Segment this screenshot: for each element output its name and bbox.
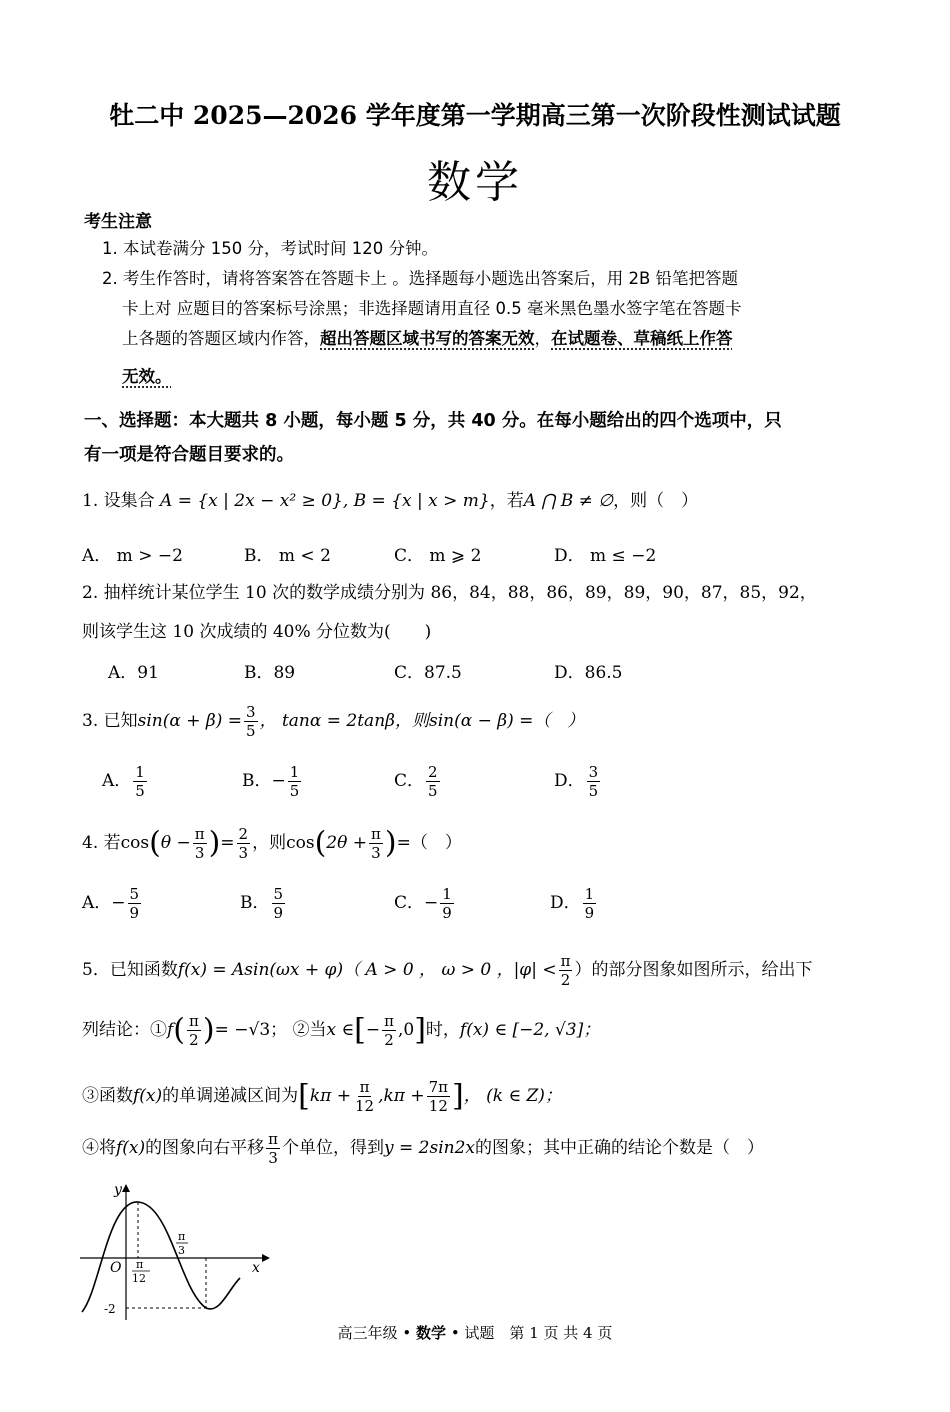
q4-theta-minus: θ − — [160, 833, 191, 853]
q4-a-num: 5 — [129, 885, 140, 903]
subject-title: 数学 — [427, 157, 523, 208]
q5-lparen: ( — [173, 1012, 186, 1048]
q5-neg-half-num: π — [384, 1012, 394, 1030]
q4-c-sign: − — [424, 893, 439, 913]
q3-a-label: A． — [102, 771, 132, 791]
q1-option-d: D． m ≤ −2 — [554, 546, 657, 566]
q1-stem: 1. 设集合 — [82, 491, 155, 511]
question-5-line1 — [82, 952, 812, 989]
q5-l4-f: 的图象；其中正确的结论个数是（ ） — [475, 1138, 765, 1158]
q4-two-theta: 2θ + — [326, 833, 367, 853]
q5-pi2-den: 2 — [189, 1031, 199, 1049]
q5-l3-lbracket: [ — [298, 1078, 310, 1114]
q4-frac-pi3-b — [369, 825, 383, 862]
q5-l3-d2: 12 — [428, 1097, 448, 1115]
q5-l3-frac1 — [353, 1078, 376, 1115]
q4-pi-b: π — [371, 825, 381, 843]
q5-rparen: ) — [202, 1012, 215, 1048]
q3-b-label: B． — [242, 771, 272, 791]
section-heading-line1: 一、选择题：本大题共 8 小题，每小题 5 分，共 40 分。在每小题给出的四个选项中，只 — [84, 411, 782, 431]
q3-fraction — [244, 703, 258, 740]
notice-bold-3: 无效。 — [122, 367, 172, 386]
q4-three-c: 3 — [371, 844, 381, 862]
q4-d-num: 1 — [584, 885, 595, 903]
q5-half-pi-den: 2 — [560, 971, 571, 989]
q4-option-b — [240, 885, 287, 922]
q5-rbracket: ] — [414, 1012, 426, 1048]
notice-heading: 考生注意 — [84, 212, 152, 232]
q5-l3-b: f(x) — [133, 1086, 163, 1106]
q3-option-a — [102, 763, 149, 800]
q3-c-frac — [426, 763, 440, 800]
graph-origin: O — [110, 1260, 122, 1276]
q4-a-label: A． — [82, 893, 112, 913]
q4-two: 2 — [238, 825, 249, 843]
q4-lparen-1: ( — [149, 825, 161, 861]
footer-subject: 数学 — [416, 1324, 447, 1342]
q1-cond: A ⋂ B ≠ ∅ — [523, 491, 614, 511]
q4-eq: = — [220, 833, 235, 853]
q5-l4-den: 3 — [268, 1149, 278, 1167]
question-2-line1: 2. 抽样统计某位学生 10 次的数学成绩分别为 86，84，88，86，89，89，90，87，85，92， — [82, 583, 817, 603]
q4-b-frac — [272, 885, 286, 922]
q2-option-c: C．87.5 — [394, 663, 462, 683]
q3-c-den: 5 — [428, 782, 438, 800]
q4-frac-23 — [237, 825, 251, 862]
q4-option-d — [550, 885, 598, 922]
q4-a-den: 9 — [129, 904, 140, 922]
question-2-line2: 则该学生这 10 次成绩的 40% 分位数为( ) — [82, 622, 432, 642]
y-axis-arrow — [122, 1184, 130, 1192]
q4-a-frac — [128, 885, 142, 922]
q5-l4-b: f(x) — [116, 1138, 146, 1158]
q4-c-frac — [440, 885, 454, 922]
q5-half-pi — [559, 952, 573, 989]
graph-tick-pi12-num: π — [136, 1258, 144, 1271]
q3-option-c — [394, 763, 442, 800]
notice-sep: ， — [534, 329, 551, 348]
q5-l3-d1: 12 — [355, 1097, 375, 1115]
q5-l4-d: 个单位，得到 — [282, 1138, 385, 1158]
q4-d-den: 9 — [584, 904, 595, 922]
x-axis-arrow — [262, 1254, 270, 1262]
footer-c: • 试题 第 1 页 共 4 页 — [446, 1324, 613, 1342]
question-5-line2: 列结论：①f( $\frac{\pi}{2}$ )= −√3； ②当x ∈[− $\frac{\pi}{2}$ ,0]时，f(x) ∈ [−2, √3]； — [82, 1012, 601, 1049]
q5-neg-half — [382, 1012, 396, 1049]
q5-stem: 5．已知函数 — [82, 960, 178, 980]
q5-func: f(x) = Asin(ωx + φ) — [177, 960, 344, 980]
q4-cos1: cos — [120, 833, 150, 853]
q3-expr2: ， tanα = 2tanβ，则 — [259, 711, 429, 731]
q3-a-den: 5 — [135, 782, 145, 800]
q4-rparen-1: ) — [208, 825, 221, 861]
question-1 — [82, 486, 698, 511]
q3-a-num: 1 — [135, 763, 145, 781]
q4-c-den: 9 — [442, 904, 452, 922]
q3-b-sign: − — [271, 771, 286, 791]
q5-l3-n1: π — [359, 1078, 370, 1096]
q3-b-frac — [288, 763, 302, 800]
q1-sets: A = {x | 2x − x² ≥ 0}, B = {x | x > m} — [160, 491, 490, 511]
q5-lbracket: [ — [354, 1012, 366, 1048]
question-5-line3 — [82, 1078, 562, 1115]
q5-l2-c: x ∈ — [326, 1020, 355, 1040]
q4-option-a — [82, 885, 143, 922]
q5-cond: （ A > 0 ， ω > 0 ，|φ| < — [343, 960, 557, 980]
q4-tail: =（ ） — [396, 833, 462, 853]
q3-d-den: 5 — [588, 782, 599, 800]
q4-b-den: 9 — [273, 904, 284, 922]
q5-f: f — [167, 1020, 174, 1040]
q4-b-num: 5 — [273, 885, 284, 903]
q3-d-label: D． — [554, 771, 585, 791]
q5-neg-half-den: 2 — [384, 1031, 394, 1049]
q1-stem-b: ，若 — [489, 491, 524, 511]
graph-tick-pi3-num: π — [178, 1230, 186, 1243]
q3-d-frac — [587, 763, 601, 800]
q5-l4-frac — [266, 1130, 280, 1167]
q3-c-label: C． — [394, 771, 425, 791]
graph-tick-pi12-den: 12 — [132, 1272, 146, 1285]
notice-item-2-line1: 2. 考生作答时，请将答案答在答题卡上 。选择题每小题选出答案后，用 2B 铅笔把答题 — [102, 269, 739, 288]
question-4 — [82, 825, 462, 862]
q5-half-pi-num: π — [560, 952, 571, 970]
section-heading — [84, 404, 874, 472]
q4-three: 3 — [194, 844, 205, 862]
footer-a: 高三年级 • — [337, 1324, 417, 1342]
q5-l3-d: ， (k ∈ Z)； — [463, 1086, 562, 1106]
q5-pi2-num: π — [189, 1012, 199, 1030]
q5-pi2 — [187, 1012, 201, 1049]
q5-l3-c: 的单调递减区间为 — [162, 1086, 299, 1106]
q3-b-den: 5 — [289, 782, 300, 800]
graph-x-label: x — [252, 1260, 260, 1276]
q4-b-label: B． — [240, 893, 270, 913]
q4-a-sign: − — [111, 893, 126, 913]
q3-a-frac — [133, 763, 147, 800]
page-footer — [0, 1322, 950, 1343]
question-3 — [82, 703, 584, 740]
q1-option-b: B． m < 2 — [244, 546, 331, 566]
q3-den: 5 — [246, 722, 256, 740]
q5-l4-num: π — [268, 1130, 279, 1148]
q3-c-num: 2 — [428, 763, 438, 781]
q3-option-d — [554, 763, 602, 800]
notice-bold-1: 超出答题区域书写的答案无效 — [320, 329, 535, 348]
q5-l3-k2: ,kπ + — [378, 1086, 425, 1106]
q4-d-frac — [583, 885, 597, 922]
q5-l2-d: 时， — [425, 1020, 460, 1040]
q1-option-c: C． m ⩾ 2 — [394, 546, 482, 566]
q5-l3-a: ③函数 — [82, 1086, 133, 1106]
q4-cos2: cos — [286, 833, 315, 853]
q5-l4-e: y = 2sin2x — [384, 1138, 476, 1158]
q5-l3-n2: 7π — [428, 1078, 449, 1096]
q3-option-b — [242, 763, 303, 800]
q3-num: 3 — [246, 703, 256, 721]
notice-item-2-line4 — [122, 362, 890, 392]
graph-tick-pi3-den: 3 — [178, 1244, 185, 1257]
q3-d-num: 3 — [588, 763, 599, 781]
q5-l3-rbracket: ] — [452, 1078, 464, 1114]
q4-option-c — [394, 885, 456, 922]
q5-l4-c: 的图象向右平移 — [145, 1138, 265, 1158]
q3-stem: 3. 已知 — [82, 711, 138, 731]
q4-rparen-2: ) — [384, 825, 397, 861]
q4-three-b: 3 — [238, 844, 249, 862]
notice-item-1: 1. 本试卷满分 150 分，考试时间 120 分钟。 — [102, 239, 438, 258]
q4-lparen-2: ( — [314, 825, 327, 861]
q4-pi: π — [194, 825, 205, 843]
q5-l3-k1: kπ + — [309, 1086, 351, 1106]
q2-option-b: B．89 — [244, 663, 296, 683]
q3-expr3: sin(α − β) =（ ） — [428, 711, 585, 731]
sine-curve — [82, 1202, 240, 1312]
notice-bold-2: 在试题卷、草稿纸上作答 — [551, 329, 733, 348]
q5-tail: ）的部分图象如图所示，给出下 — [574, 960, 813, 980]
q5-l2-e: f(x) ∈ [−2, √3]； — [459, 1020, 601, 1040]
section-heading-line2: 有一项是符合题目要求的。 — [84, 445, 294, 465]
q2-option-d: D．86.5 — [554, 663, 623, 683]
exam-title: 牡二中 2025—2026 学年度第一学期高三第一次阶段性测试试题 — [109, 101, 841, 130]
q5-comma-zero: ,0 — [397, 1020, 415, 1040]
q4-c-label: C． — [394, 893, 425, 913]
q4-then: ，则 — [252, 833, 287, 853]
q4-c-num: 1 — [442, 885, 452, 903]
q1-stem-c: ，则（ ） — [613, 491, 699, 511]
notice-text: 上各题的答题区域内作答， — [122, 329, 320, 348]
q1-option-a: A． m > −2 — [82, 546, 183, 566]
q5-l2-a: 列结论：① — [82, 1020, 167, 1040]
q3-expr1: sin(α + β) = — [137, 711, 243, 731]
q5-l3-frac2 — [427, 1078, 450, 1115]
graph-y-label: y — [114, 1182, 122, 1198]
q5-l4-a: ④将 — [82, 1138, 116, 1158]
q4-d-label: D． — [550, 893, 581, 913]
notice-item-2-line3 — [122, 324, 882, 354]
q2-option-a: A．91 — [108, 663, 159, 683]
sine-graph — [80, 1180, 270, 1325]
q4-frac-pi3 — [193, 825, 207, 862]
q4-stem: 4. 若 — [82, 833, 121, 853]
q5-l2-b: = −√3； ②当 — [214, 1020, 327, 1040]
notice-item-2-line2: 卡上对 应题目的答案标号涂黑；非选择题请用直径 0.5 毫米黑色墨水签字笔在答题卡 — [122, 299, 742, 318]
graph-neg2-label: -2 — [104, 1302, 116, 1316]
q3-b-num: 1 — [289, 763, 300, 781]
question-5-line4 — [82, 1130, 764, 1167]
